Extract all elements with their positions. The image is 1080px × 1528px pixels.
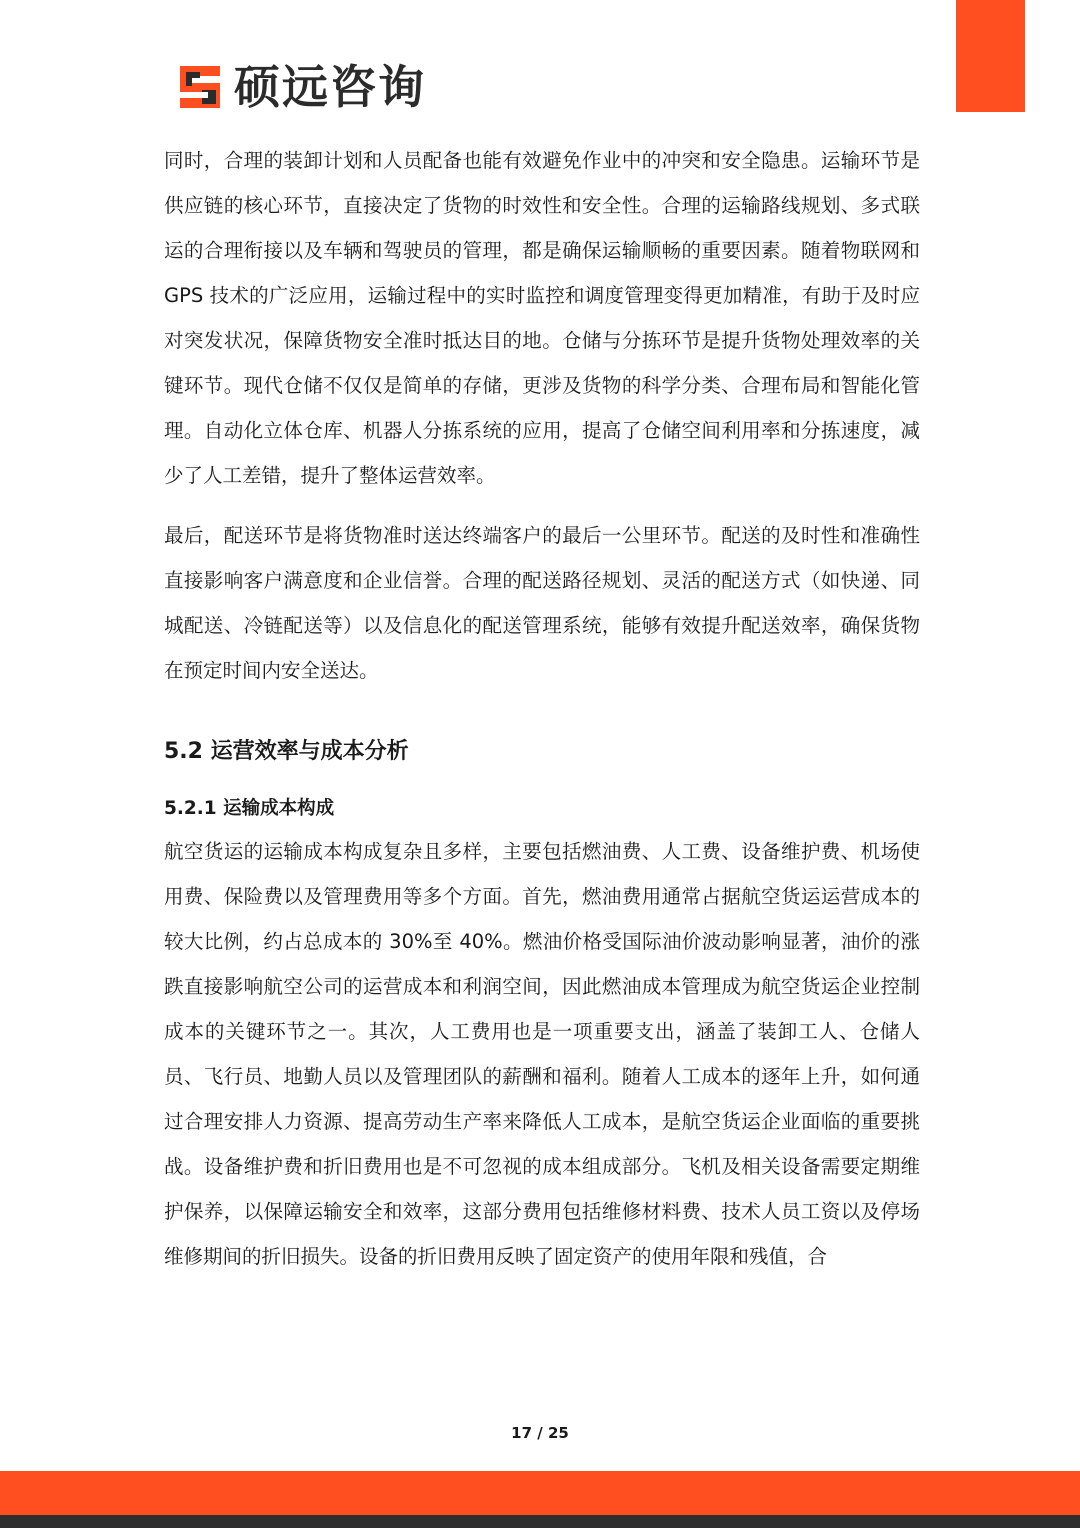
company-logo bbox=[176, 60, 426, 114]
document-body bbox=[164, 138, 920, 1279]
body-paragraph: 最后，配送环节是将货物准时送达终端客户的最后一公里环节。配送的及时性和准确性直接影响客户满意度和企业信誉。合理的配送路径规划、灵活的配送方式（如快递、同城配送、冷链配送等）以及信息化的配送管理系统，能够有效提升配送效率，确保货物在预定时间内安全送达。 bbox=[164, 524, 920, 682]
subsection-heading: 5.2.1 运输成本构成 bbox=[164, 798, 335, 819]
body-paragraph: 航空货运的运输成本构成复杂且多样，主要包括燃油费、人工费、设备维护费、机场使用费、保险费以及管理费用等多个方面。首先，燃油费用通常占据航空货运运营成本的较大比例，约占总成本的 30%至 40%。燃油价格受国际油价波动影响显著，油价的涨跌直接影响航空公司的运营成本和利润空间，因此燃油成本管理成为航空货运企业控制成本的关键环节之一。其次，人工费用也是一项重要支出，涵盖了装卸工人、仓储人员、飞行员、地勤人员以及管理团队的薪酬和福利。随着人工成本的逐年上升，如何通过合理安排人力资源、提高劳动生产率来降低人工成本，是航空货运企业面临的重要挑战。设备维护费和折旧费用也是不可忽视的成本组成部分。飞机及相关设备需要定期维护保养，以保障运输安全和效率，这部分费用包括维修材料费、技术人员工资以及停场维修期间的折旧损失。设备的折旧费用反映了固定资产的使用年限和残值，合 bbox=[164, 840, 920, 1268]
footer-accent-bar bbox=[0, 1471, 1080, 1515]
section-heading: 5.2 运营效率与成本分析 bbox=[164, 739, 409, 764]
footer-dark-line bbox=[0, 1515, 1080, 1528]
company-name: 硕远咨询 bbox=[234, 60, 426, 114]
shuoyuan-logo-icon bbox=[176, 62, 226, 112]
body-paragraph: 同时，合理的装卸计划和人员配备也能有效避免作业中的冲突和安全隐患。运输环节是供应链的核心环节，直接决定了货物的时效性和安全性。合理的运输路线规划、多式联运的合理衔接以及车辆和驾驶员的管理，都是确保运输顺畅的重要因素。随着物联网和 GPS 技术的广泛应用，运输过程中的实时监控和调度管理变得更加精准，有助于及时应对突发状况，保障货物安全准时抵达目的地。仓储与分拣环节是提升货物处理效率的关键环节。现代仓储不仅仅是简单的存储，更涉及货物的科学分类、合理布局和智能化管理。自动化立体仓库、机器人分拣系统的应用，提高了仓储空间利用率和分拣速度，减少了人工差错，提升了整体运营效率。 bbox=[164, 149, 920, 487]
page-number: 17 / 25 bbox=[511, 1424, 569, 1442]
corner-accent-block bbox=[956, 0, 1025, 112]
